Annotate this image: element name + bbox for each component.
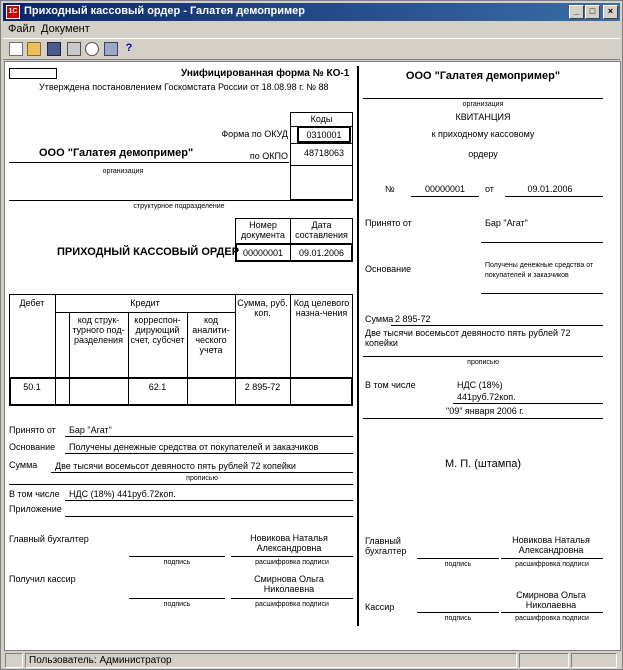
close-icon[interactable]: × <box>603 5 618 19</box>
receipt-basis-label: Основание <box>365 264 412 274</box>
receipt-chief-accountant-name: Новикова Наталья Александровна <box>512 535 590 555</box>
okpo-code: 48718063 <box>303 148 345 158</box>
receipt-stamp: М. П. (штампа) <box>444 458 522 470</box>
receipt-cashier-signature-caption: подпись <box>444 615 472 622</box>
receipt-sum-words: Две тысячи восемьсот девяносто пять рублей 72 копейки <box>365 328 571 348</box>
receipt-sum-label: Сумма <box>365 314 394 324</box>
toolbar <box>3 38 620 60</box>
row-debit: 50.1 <box>23 382 41 392</box>
okud-label: Форма по ОКУД <box>221 129 288 139</box>
receipt-number: 00000001 <box>424 184 466 194</box>
receipt-received-from-label: Принято от <box>365 218 412 228</box>
receipt-in-words-caption: прописью <box>467 359 499 366</box>
okud-code: 0310001 <box>306 130 342 140</box>
row-corr-account: 62.1 <box>148 382 167 392</box>
menu-file[interactable]: Файл <box>8 23 36 35</box>
tear-line <box>357 66 359 626</box>
receipt-title: КВИТАНЦИЯ <box>455 112 511 122</box>
approved-label: Утверждена постановлением Госкомстата России от 18.08.98 г. № 88 <box>39 82 329 92</box>
th-purpose-code: Код целевого назна-чения <box>293 298 350 318</box>
chief-accountant-name: Новикова Наталья Александровна <box>250 533 328 553</box>
sum-words-value: Две тысячи восемьсот девяносто пять рублей 72 копейки <box>55 461 296 471</box>
unified-form-label: Унифицированная форма № КО-1 <box>181 68 350 79</box>
th-credit: Кредит <box>130 298 160 308</box>
menu-bar <box>3 21 620 38</box>
row-sum: 2 895-72 <box>244 382 281 392</box>
receipt-cashier-name: Смирнова Ольга Николаевна <box>516 590 586 610</box>
including-value: НДС (18%) 441руб.72коп. <box>69 489 176 499</box>
receipt-from-label: от <box>485 184 494 194</box>
print-icon[interactable] <box>67 42 81 56</box>
receipt-including-line-2: 441руб.72коп. <box>457 392 516 402</box>
maximize-icon[interactable]: □ <box>585 5 600 19</box>
chief-signature-caption: подпись <box>163 559 191 566</box>
receipt-cashier-label: Кассир <box>365 602 395 612</box>
th-struct-code: код струк-турного под-разделения <box>72 315 125 345</box>
status-bar <box>3 652 620 669</box>
minimize-icon[interactable]: _ <box>569 5 584 19</box>
chief-signature-decode-caption: расшифровка подписи <box>255 559 329 566</box>
doc-date-header: Дата составления <box>295 220 348 240</box>
new-doc-icon[interactable] <box>9 42 23 56</box>
receipt-including-line-1: НДС (18%) <box>457 380 503 390</box>
subdiv-caption: структурное подразделение <box>133 203 225 210</box>
blank-box <box>9 68 57 79</box>
window-title: Приходный кассовый ордер - Галатея демопример <box>24 5 306 17</box>
doc-date: 09.01.2006 <box>298 248 345 258</box>
doc-number: 00000001 <box>242 248 284 258</box>
cashier-received-label: Получил кассир <box>9 574 76 584</box>
okpo-label: по ОКПО <box>249 151 288 161</box>
receipt-date-words: "09" января 2006 г. <box>446 406 524 416</box>
received-from-value: Бар "Агат" <box>69 425 112 435</box>
appendix-label: Приложение <box>9 504 62 514</box>
print-preview-icon[interactable] <box>85 42 99 56</box>
help-icon[interactable]: ? <box>122 42 136 56</box>
doc-title: ПРИХОДНЫЙ КАССОВЫЙ ОРДЕР <box>57 246 240 258</box>
receipt-chief-accountant-label: Главный бухгалтер <box>365 536 407 556</box>
basis-value: Получены денежные средства от покупателей и заказчиков <box>69 442 319 452</box>
th-analytic-code: код аналити-ческого учета <box>192 315 230 355</box>
cashier-name: Смирнова Ольга Николаевна <box>254 574 324 594</box>
cashier-signature-decode-caption: расшифровка подписи <box>255 601 329 608</box>
doc-number-header: Номер документа <box>241 220 285 240</box>
receipt-chief-signature-caption: подпись <box>444 561 472 568</box>
cashier-signature-caption: подпись <box>163 601 191 608</box>
sum-label: Сумма <box>9 460 38 470</box>
receipt-including-label: В том числе <box>365 380 416 390</box>
receipt-subtitle-2: ордеру <box>468 149 498 159</box>
document-area[interactable] <box>4 61 621 651</box>
org-name: ООО "Галатея демопример" <box>39 147 194 159</box>
basis-label: Основание <box>9 442 56 452</box>
title-bar <box>3 3 620 21</box>
receipt-basis-value: Получены денежные средства от покупателей и заказчиков <box>485 262 594 279</box>
receipt-org-caption: организация <box>462 101 504 108</box>
th-sum: Сумма, руб. коп. <box>237 298 288 318</box>
org-caption: организация <box>102 168 144 175</box>
export-icon[interactable] <box>104 42 118 56</box>
receipt-number-sign: № <box>385 184 395 194</box>
receipt-sum-value: 2 895-72 <box>395 314 431 324</box>
received-from-label: Принято от <box>9 425 56 435</box>
codes-header: Коды <box>310 114 333 124</box>
chief-accountant-label: Главный бухгалтер <box>9 534 89 544</box>
open-folder-icon[interactable] <box>27 42 41 56</box>
receipt-received-from-value: Бар "Агат" <box>485 218 528 228</box>
th-debit: Дебет <box>19 298 45 308</box>
save-icon[interactable] <box>47 42 61 56</box>
receipt-chief-signature-decode-caption: расшифровка подписи <box>515 561 589 568</box>
receipt-org-name: ООО "Галатея демопример" <box>405 70 561 82</box>
app-icon[interactable]: 1С <box>6 5 20 19</box>
receipt-cashier-signature-decode-caption: расшифровка подписи <box>515 615 589 622</box>
receipt-subtitle-1: к приходному кассовому <box>431 129 535 139</box>
in-words-caption: прописью <box>186 475 218 482</box>
status-user: Пользователь: Администратор <box>25 653 517 668</box>
receipt-date: 09.01.2006 <box>527 184 573 194</box>
including-label: В том числе <box>9 489 60 499</box>
th-corr-account: корреспон-дирующий счет, субсчет <box>130 315 185 345</box>
menu-document[interactable]: Документ <box>41 23 90 35</box>
